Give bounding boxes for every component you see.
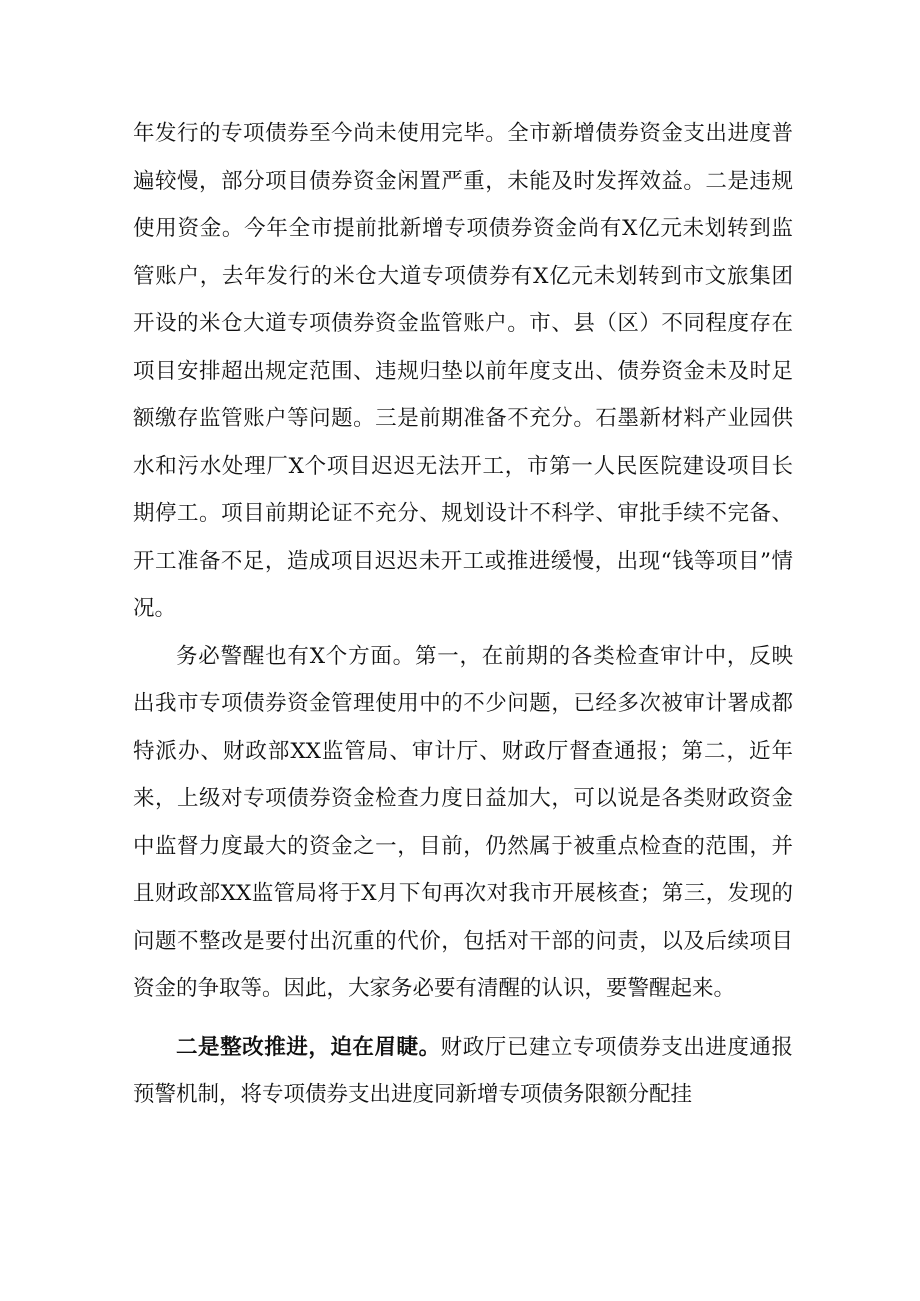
paragraph-rectification-text: 财政厅已建立专项债券支出进度通报预警机制，将专项债券支出进度同新增专项债务限额分配挂 xyxy=(133,1034,793,1107)
document-body xyxy=(133,110,793,1119)
paragraph-warnings: 务必警醒也有X个方面。第一，在前期的各类检查审计中，反映出我市专项债券资金管理使用中的不少问题，已经多次被审计署成都特派办、财政部XX监管局、审计厅、财政厅督查通报；第二，近年来，上级对专项债券资金检查力度日益加大，可以说是各类财政资金中监督力度最大的资金之一，目前，仍然属于被重点检查的范围，并且财政部XX监管局将于X月下旬再次对我市开展核查；第三，发现的问题不整改是要付出沉重的代价，包括对干部的问责，以及后续项目资金的争取等。因此，大家务必要有清醒的认识，要警醒起来。 xyxy=(133,643,793,1001)
paragraph-rectification xyxy=(133,1024,793,1119)
section-heading: 二是整改推进，迫在眉睫。 xyxy=(176,1034,441,1060)
paragraph-problems-continued: 年发行的专项债券至今尚未使用完毕。全市新增债券资金支出进度普遍较慢，部分项目债券资金闲置严重，未能及时发挥效益。二是违规使用资金。今年全市提前批新增专项债券资金尚有X亿元未划转到监管账户，去年发行的米仓大道专项债券有X亿元未划转到市文旅集团开设的米仓大道专项债券资金监管账户。市、县（区）不同程度存在项目安排超出规定范围、违规归垫以前年度支出、债券资金未及时足额缴存监管账户等问题。三是前期准备不充分。石墨新材料产业园供水和污水处理厂X个项目迟迟无法开工，市第一人民医院建设项目长期停工。项目前期论证不充分、规划设计不科学、审批手续不完备、开工准备不足，造成项目迟迟未开工或推进缓慢，出现“钱等项目”情况。 xyxy=(133,121,793,621)
